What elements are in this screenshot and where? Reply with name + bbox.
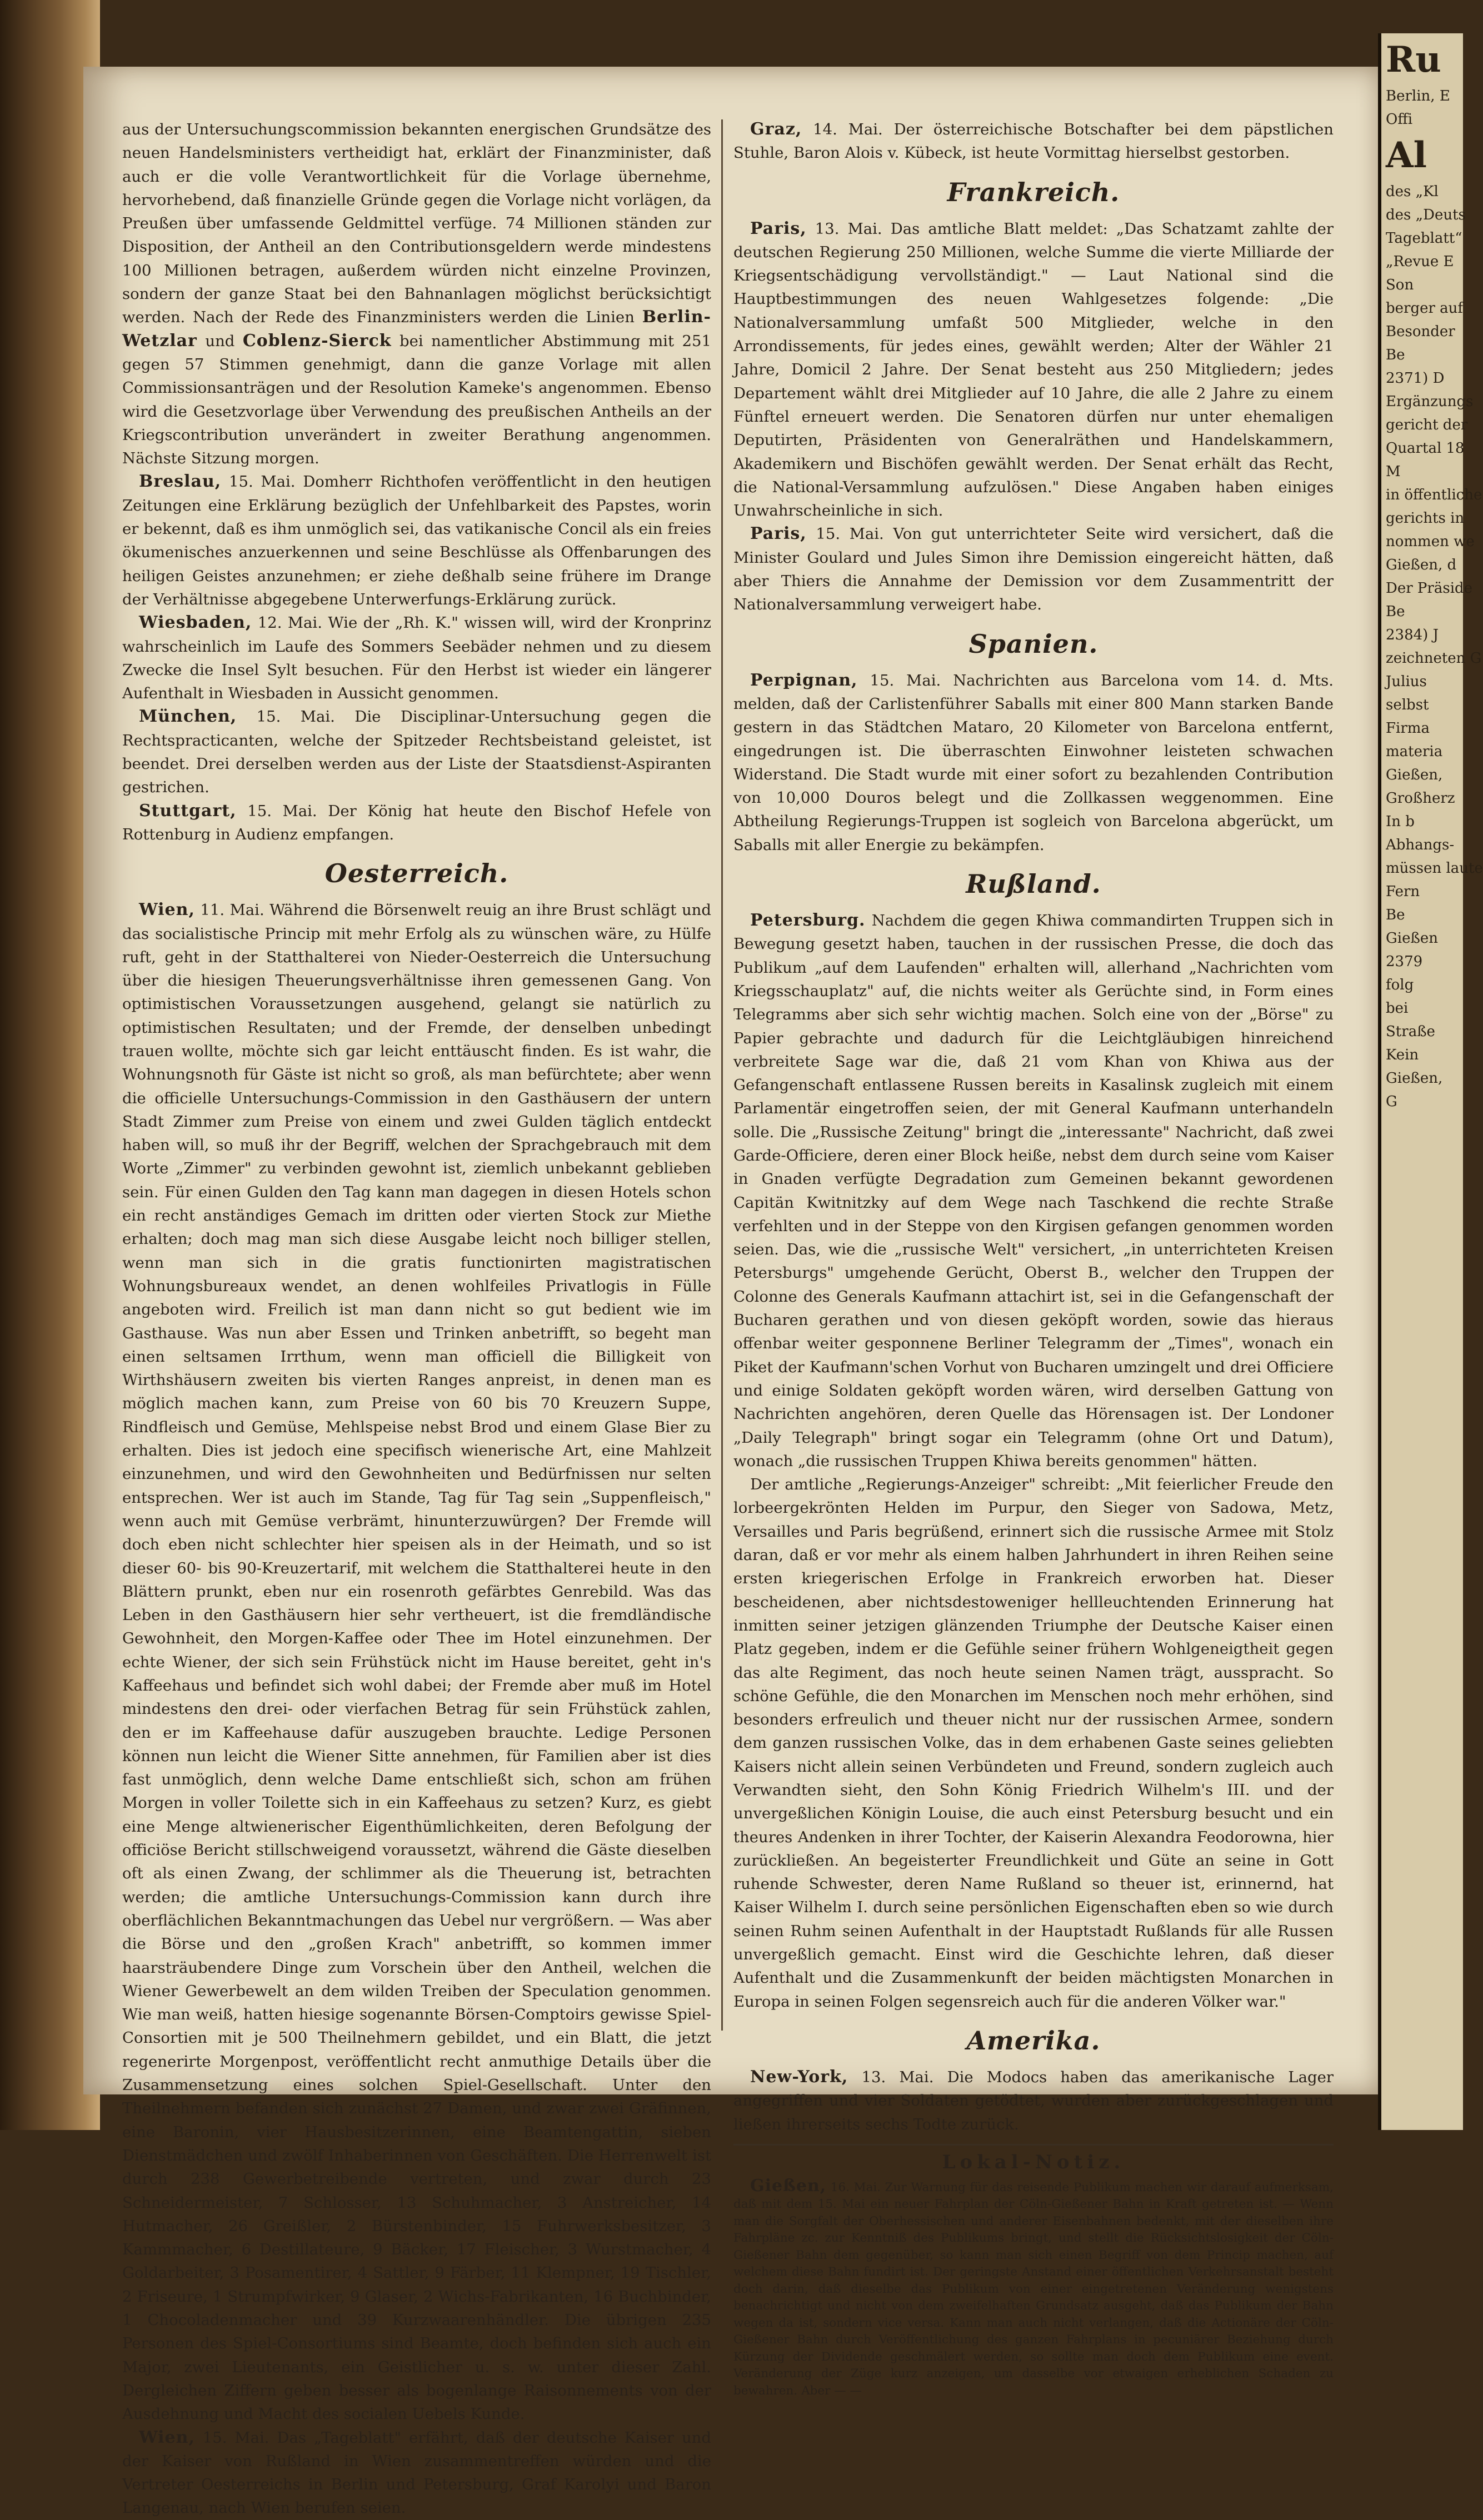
- strip-fragment: M: [1386, 463, 1401, 480]
- prussia-parliament-article: aus der Untersuchungscommission bekannten energischen Grundsätze des neuen Handelsministers vertheidigt hat, erklärt der Finanzminister, daß auch er die volle Verantwortlichkeit für die Vorlage übernehme, hervorhebend, daß finanzielle Gründe gegen die Vorlage nicht vorlägen, da Preußen über umfassende Geldmittel verfüge. 74 Millionen ständen zur Disposition, der Antheil an den Contributionsgeldern werde mindestens 100 Millionen betragen, außerdem würden nicht einzelne Provinzen, sondern der ganze Staat bei den Bahnanlagen möglichst berücksichtigt werden. Nach der Rede des Finanzministers werden die Linien Berlin-Wetzlar und Coblenz-Sierck bei namentlicher Abstimmung mit 251 gegen 57 Stimmen genehmigt, dann die ganze Vorlage mit allen Commissionsanträgen und der Resolution Kameke's angenommen. Ebenso wird die Gesetzvorlage über Verwendung des preußischen Antheils an der Kriegscontribution unverändert in zweiter Berathung angenommen. Nächste Sitzung morgen.: [122, 121, 711, 468]
- strip-fragment: Gießen, d: [1386, 557, 1457, 573]
- right-column: [733, 118, 1334, 2399]
- strip-fragment: Ergänzungs: [1386, 393, 1474, 410]
- strip-fragment: Fern: [1386, 883, 1420, 900]
- strip-fragment: In b: [1386, 813, 1415, 830]
- strip-fragment: gericht der: [1386, 417, 1468, 433]
- strip-fragment: Besonder: [1386, 323, 1455, 340]
- strip-fragment: Be: [1386, 603, 1405, 620]
- strip-fragment: bei: [1386, 1000, 1409, 1017]
- strip-fragment: Abhangs-: [1386, 837, 1455, 853]
- wiesbaden-article: Wiesbaden, 12. Mai. Wie der „Rh. K." wissen will, wird der Kronprinz wahrscheinlich im Laufe des Sommers Seebäder nehmen und zu diesem Zwecke die Insel Sylt besuchen. Für den Herbst ist wieder ein längerer Aufenthalt in Wiesbaden in Aussicht genommen.: [122, 613, 711, 703]
- strip-fragment: nommen we: [1386, 533, 1475, 550]
- giessen-article: Gießen, 16. Mai. Zur Warnung für das reisende Publikum machen wir darauf aufmerksam, daß mit dem 15. Mai ein neuer Fahrplan der Cöln-Gießener Bahn in Kraft getreten ist. — Wenn man die Sorgfalt der Oberhessischen und anderer Eisenbahnen bedenkt, mit der dieselben ihre Fahrpläne zc. zur Kenntniß des Publikums bringt, und stellt die Rücksichtslosigkeit der Cöln-Gießener Bahn dem gegenüber, so kann man sich einen Begriff von dem Princip machen, auf welchem diese Bahn fundirt ist. Der geringste Anstand einer öffentlichen Verkehrsanstalt besteht doch darin, daß dieselbe das Publikum von einer eingetretenen Veränderung wenigstens benachrichtigt und nicht von dem zweifelhaften Grundsatz ausgeht, daß das Publikum der Bahn wegen da ist, sondern vice versa. Kann man auch nicht verlangen, daß die Actionäre der Cöln-Gießener Bahn durch Veröffentlichung des ganzen Fahrplans in pecuniärer Beziehung durch Kürzung der Dividende geschmälert werden, so sollte man doch dem Publikum eine event. Veränderung der Züge kurz anzeigen, um dasselbe vor etwaigen erheblichen Schaden zu bewahren. Aber — —: [733, 2176, 1334, 2398]
- strip-fragment: Gießen: [1386, 930, 1438, 947]
- strip-fragment: Quartal 18: [1386, 440, 1465, 457]
- strip-fragment: Firma: [1386, 720, 1430, 737]
- heading-spanien: Spanien.: [968, 628, 1098, 659]
- strip-fragment: 2379: [1386, 953, 1423, 970]
- lokal-notiz-heading: Lokal-Notiz.: [942, 2151, 1125, 2173]
- strip-fragment: materia: [1386, 743, 1443, 760]
- strip-fragment: Gießen,: [1386, 1070, 1443, 1087]
- strip-fragment: Be: [1386, 347, 1405, 363]
- heading-frankreich: Frankreich.: [947, 177, 1120, 207]
- graz-article: Graz, 14. Mai. Der österreichische Botschafter bei dem päpstlichen Stuhle, Baron Alois v. Kübeck, ist heute Vormittag hierselbst gestorben.: [733, 119, 1334, 162]
- strip-fragment: gerichts in: [1386, 510, 1465, 527]
- strip-fragment: Ru: [1386, 39, 1441, 81]
- strip-fragment: Offi: [1386, 111, 1413, 128]
- strip-fragment: Al: [1386, 134, 1427, 176]
- strip-fragment: selbst: [1386, 697, 1429, 713]
- paris-article-1: Paris, 13. Mai. Das amtliche Blatt meldet: „Das Schatzamt zahlte der deutschen Regierung 250 Millionen, welche Summe die vierte Milliarde der Kriegsentschädigung vervollständigt." — Laut National sind die Hauptbestimmungen des neuen Wahlgesetzes folgende: „Die Nationalversammlung umfaßt 500 Mitglieder, welche in den Arrondissements, für jedes eines, gewählt werden; Alter der Wähler 21 Jahre, Domicil 2 Jahre. Der Senat besteht aus 250 Mitgliedern; jedes Departement wählt drei Mitglieder auf 10 Jahre, die alle 2 Jahre zu einem Fünftel erneuert werden. Die Senatoren dürfen nur unter ehemaligen Deputirten, Präsidenten von Generalräthen und Handelskammern, Akademikern und Bischöfen gewählt werden. Der Senat erhält das Recht, die National-Versammlung aufzulösen." Diese Angaben haben einiges Unwahrscheinliche in sich.: [733, 218, 1334, 520]
- strip-fragment: des „Kl: [1386, 183, 1439, 200]
- strip-fragment: folg: [1386, 977, 1414, 993]
- column-divider: [721, 119, 723, 2031]
- muenchen-article: München, 15. Mai. Die Disciplinar-Untersuchung gegen die Rechtspracticanten, welche der Spitzeder Rechtsbeistand geleistet, ist beendet. Drei derselben werden aus der Liste der Staatsdienst-Aspiranten gestrichen.: [122, 707, 711, 797]
- heading-oesterreich: Oesterreich.: [324, 858, 509, 889]
- perpignan-article: Perpignan, 15. Mai. Nachrichten aus Barcelona vom 14. d. Mts. melden, daß der Carlistenführer Saballs mit einer 800 Mann starken Bande gestern in das Städtchen Mataro, 20 Kilometer von Barcelona entfernt, eingedrungen ist. Die überraschten Einwohner leisteten schwachen Widerstand. Die Stadt wurde mit einer sofort zu bezahlenden Contribution von 10,000 Douros belegt und die Zollkassen weggenommen. Eine Abtheilung Regierungs-Truppen ist sogleich von Barcelona abgerückt, um Saballs mit aller Energie zu bekämpfen.: [733, 670, 1334, 854]
- strip-fragment: Tageblatt“: [1386, 230, 1462, 247]
- strip-fragment: G: [1386, 1093, 1397, 1110]
- strip-fragment: Straße: [1386, 1023, 1435, 1040]
- strip-fragment: in öffentliche: [1386, 487, 1482, 503]
- left-column: [122, 118, 711, 2520]
- adjacent-page-strip: [1378, 33, 1483, 2130]
- heading-amerika: Amerika.: [966, 2025, 1101, 2056]
- strip-fragment: Julius: [1386, 673, 1427, 690]
- strip-fragment: 2384) J: [1386, 627, 1439, 643]
- strip-fragment: berger auf: [1386, 300, 1464, 317]
- strip-fragment: Großherz: [1386, 790, 1455, 807]
- strip-fragment: Kein: [1386, 1047, 1419, 1063]
- section-rule: [733, 2144, 1334, 2146]
- petersburg-article: Petersburg. Nachdem die gegen Khiwa commandirten Truppen sich in Bewegung gesetzt haben, tauchen in der russischen Presse, die doch das Publikum „auf dem Laufenden" erhalten will, allerhand „Nachrichten vom Kriegsschauplatz" auf, die nichts weiter als Gerüchte sind, in Form eines Telegramms aber sich sehr wichtig machen. Solch eine von der „Börse" zu Papier gebrachte und dadurch für die Leichtgläubigen hinreichend verbreitete Sage war die, daß 21 vom Khan von Khiwa aus der Gefangenschaft entlassene Russen bereits in Kasalinsk zugleich mit einem Parlamentär eingetroffen seien, der mit General Kaufmann unterhandeln solle. Die „Russische Zeitung" bringt die „interessante" Nachricht, daß zwei Garde-Officiere, deren einer Block heiße, nebst dem durch seine vom Kaiser in Gnaden verfügte Degradation zum Gemeinen bekannt gewordenen Capitän Kwitnitzky auf dem Wege nach Taschkend die rechte Straße verfehlten und in der Steppe von den Kirgisen gefangen genommen worden seien. Das, wie die „russische Welt" versichert, „in unterrichteten Kreisen Petersburgs" umgehende Gerücht, Oberst B., welcher den Truppen der Colonne des Generals Kaufmann attachirt ist, sei in die Gefangenschaft der Bucharen gerathen und von diesen geköpft worden, sowie das hieraus offenbar weiter gesponnene Berliner Telegramm der „Times", wonach ein Piket der Kaufmann'schen Vorhut von Bucharen umzingelt und drei Officiere und einige Soldaten geköpft worden wären, wird derselben Gattung von Nachrichten angehören, deren Quelle das Hörensagen ist. Der Londoner „Daily Telegraph" bringt sogar ein Telegramm (ohne Ort und Datum), wonach „die russischen Truppen Khiwa bereits genommen" hätten.: [733, 911, 1334, 1470]
- strip-fragment: zeichneten G: [1386, 650, 1482, 667]
- stuttgart-article: Stuttgart, 15. Mai. Der König hat heute den Bischof Hefele von Rottenburg in Audienz empfangen.: [122, 801, 711, 843]
- strip-fragment: Be: [1386, 907, 1405, 923]
- wien-article-1: Wien, 11. Mai. Während die Börsenwelt reuig an ihre Brust schlägt und das socialistische Princip mit mehr Erfolg als zu wünschen wäre, zu Hülfe ruft, geht in der Statthalterei von Nieder-Oesterreich die Untersuchung über die hiesigen Theuerungsverhältnisse ihren gemessenen Gang. Von optimistischen Voraussetzungen ausgehend, gelangt sie natürlich zu optimistischen Resultaten; und der Fremde, der denselben unbedingt trauen wollte, möchte sich gar leicht enttäuscht finden. Es ist wahr, die Wohnungsnoth für Gäste ist nicht so groß, als man befürchtete; aber wenn die officielle Untersuchungs-Commission in den Gasthäusern der untern Stadt Zimmer zum Preise von einem und zwei Gulden täglich entdeckt haben will, so muß ihr der Begriff, welchen der Sprachgebrauch mit dem Worte „Zimmer" zu verbinden gewohnt ist, ziemlich unbekannt geblieben sein. Für einen Gulden den Tag kann man dagegen in diesen Hotels schon ein recht anständiges Gemach im dritten oder vierten Stock zur Miethe erhalten; doch mag man sich diese Ausgabe leicht noch billiger stellen, wenn man sich in die gratis functionirten magistratischen Wohnungsbureaux wendet, an denen wohlfeiles Privatlogis in Fülle angeboten wird. Freilich ist man dann nicht so gut bedient wie im Gasthause. Was nun aber Essen und Trinken anbetrifft, so begeht man einen seltsamen Irrthum, wenn man officiell die Billigkeit von Wirthshäusern zweiten bis vierten Ranges anpreist, in denen man es möglich machen kann, zum Preise von 60 bis 70 Kreuzern Suppe, Rindfleisch und Gemüse, Mehlspeise nebst Brod und einem Glase Bier zu erhalten. Dies ist jedoch eine specifisch wienerische Art, eine Mahlzeit einzunehmen, und wird den Gewohnheiten und Bedürfnissen nur selten entsprechen. Wer ist auch im Stande, Tag für Tag sein „Suppenfleisch," wenn auch mit Gemüse verbrämt, hinunterzuwürgen? Der Fremde will doch eben nicht schlechter hier speisen als in der Heimath, und so ist dieser 60- bis 90-Kreuzertarif, mit welchem die Statthalterei heute in den Blättern prunkt, eben nur ein rosenroth gefärbtes Genrebild. Was das Leben in den Gasthäusern hier sehr vertheuert, ist die fremdländische Gewohnheit, den Morgen-Kaffee oder Thee im Hotel einzunehmen. Der echte Wiener, der sich sein Frühstück nicht im Hause bereitet, geht in's Kaffeehaus und befindet sich wohl dabei; der Fremde aber muß im Hotel mindestens den drei- oder vierfachen Betrag für sein Frühstück zahlen, den er im Kaffeehause dafür auszugeben brauchte. Ledige Personen können nun leicht die Wiener Sitte annehmen, für Familien aber ist dies fast unmöglich, denn welche Dame entschließt sich, schon am frühen Morgen in voller Toilette sich in ein Kaffeehaus zu setzen? Kurz, es giebt eine Menge altwienerischer Eigenthümlichkeiten, deren Befolgung der officiöse Bericht stillschweigend voraussetzt, während die Gäste dieselben oft als einen Zwang, der schlimmer als die Theuerung ist, betrachten werden; die amtliche Untersuchungs-Commission kann durch ihre oberflächlichen Bekanntmachungen das Uebel nur vergrößern. — Was aber die Börse und den „großen Krach" anbetrifft, so kommen immer haarsträubendere Dinge zum Vorschein über den Antheil, welchen die Wiener Gewerbewelt an dem wilden Treiben der Speculation genommen. Wie man weiß, hatten hiesige sogenannte Börsen-Comptoirs gewisse Spiel-Consortien mit je 500 Theilnehmern gebildet, und ein Blatt, die jetzt regenerirte Morgenpost, veröffentlicht recht anmuthige Details über die Zusammensetzung eines solchen Spiel-Gesellschaft. Unter den Theilnehmern befanden sich zunächst 27 Damen, und zwar zwei Gräfinnen, eine Baronin, vier Hausbesitzerinnen, eine Beamtengattin, sieben Dienstmädchen und zwölf Inhaberinnen von Geschäften. Die Herrenwelt ist durch 238 Gewerbetreibende vertreten, und zwar durch 23 Schneidermeister, 7 Schlosser, 13 Schuhmacher, 3 Anstreicher, 14 Hutmacher, 26 Greißler, 2 Bürstenbinder, 15 Fuhrwerksbesitzer, 3 Kammmacher, 6 Destillateure, 9 Bäcker, 17 Fleischer, 3 Wurstmacher, 4 Goldarbeiter, 3 Posamentirer, 4 Sattler, 9 Färber, 11 Klempner, 19 Tischler, 2 Friseure, 1 Strumpfwirker, 9 Glaser, 2 Wichs-Fabrikanten, 16 Buchbinder, 1 Chocoladenmacher und 39 Kurzwaarenhändler. Die übrigen 235 Personen des Spiel-Consortiums sind Beamte, doch befinden sich auch ein Major, zwei Lieutenants, ein Geistlicher u. s. w. unter dieser Zahl. Dergleichen Ziffern geben besser als bogenlange Raisonnements von der Ausdehnung und Macht des socialen Uebels Kunde.: [122, 900, 711, 2423]
- strip-fragment: Der Präside: [1386, 580, 1473, 597]
- strip-fragment: Son: [1386, 277, 1414, 293]
- paris-article-2: Paris, 15. Mai. Von gut unterrichteter Seite wird versichert, daß die Minister Goulard und Jules Simon ihre Demission eingereicht hätten, daß aber Thiers die Annahme der Demission vor dem Zusammentritt der Nationalversammlung verweigert habe.: [733, 524, 1334, 614]
- strip-fragment: 2371) D: [1386, 370, 1445, 387]
- strip-fragment: „Revue E: [1386, 253, 1454, 270]
- strip-fragment: des „Deuts: [1386, 207, 1466, 223]
- newspaper-page: [83, 67, 1378, 2517]
- breslau-article: Breslau, 15. Mai. Domherr Richthofen veröffentlicht in den heutigen Zeitungen eine Erklärung bezüglich der Unfehlbarkeit des Papstes, worin er bekennt, daß es ihm unmöglich sei, das vatikanische Concil als ein freies ökumenisches anzuerkennen und seine Beschlüsse als Offenbarungen des heiligen Geistes anzunehmen; er ziehe deßhalb seine frühere im Drange der Verhältnisse abgegebene Unterwerfungs-Erklärung zurück.: [122, 472, 711, 608]
- regierungs-anzeiger-article: Der amtliche „Regierungs-Anzeiger" schreibt: „Mit feierlicher Freude den lorbeergekrönten Helden im Purpur, den Sieger von Sadowa, Metz, Versailles und Paris begrüßend, erinnert sich die russische Armee mit Stolz daran, daß er vor mehr als einem halben Jahrhundert in ihren Reihen seine ersten kriegerischen Erfolge in Frankreich erworben hat. Dieser bescheidenen, aber nichtsdestoweniger hellleuchtenden Erinnerung hat inmitten seiner jetzigen glänzenden Triumphe der Deutsche Kaiser einen Platz gegeben, indem er die Gefühle seiner frühern Wohlgeneigtheit gegen das alte Regiment, das noch heute seinen Namen trägt, ausspracht. So schöne Gefühle, die den Monarchen im Menschen noch mehr erhöhen, sind besonders erfreulich und theuer nicht nur der russischen Armee, sondern dem ganzen russischen Volke, das in dem erhabenen Gaste seines geliebten Kaisers nicht allein seinen Verbündeten und Freund, sondern zugleich auch Verwandten sieht, den Sohn König Friedrich Wilhelm's III. und der unvergeßlichen Königin Louise, die auch einst Petersburg besucht und ein theures Andenken in ihrer Tochter, der Kaiserin Alexandra Feodorowna, hier zurückließen. An begeisterter Freundlichkeit und Güte an seine in Gott ruhende Schwester, deren Name Rußland so theuer ist, erinnernd, hat Kaiser Wilhelm I. durch seine persönlichen Eigenschaften eben so wie durch seinen Ruhm seinen Aufenthalt in der Hauptstadt Rußlands für alle Russen unvergeßlich gemacht. Einst wird die Geschichte lehren, daß dieser Aufenthalt und die Zusammenkunft der beiden mächtigsten Monarchen in Europa in seinen Folgen segensreich auch für die anderen Völker war.": [733, 1476, 1334, 2011]
- heading-russland: Rußland.: [966, 869, 1101, 899]
- strip-fragment: Berlin, E: [1386, 88, 1450, 104]
- newyork-article: New-York, 13. Mai. Die Modocs haben das amerikanische Lager angegriffen und vier Soldaten getödtet, wurden aber zurückgeschlagen und ließen ihrerseits sechs Todte zurück.: [733, 2067, 1334, 2133]
- wien-article-2: Wien, 15. Mai. Das „Tageblatt" erfährt, daß der deutsche Kaiser und der Kaiser von Rußland in Wien zusammentreffen würden und die Vertreter Oesterreichs in Berlin und Petersburg, Graf Karolyi und Baron Langenau, nach Wien berufen seien.: [122, 2427, 711, 2517]
- strip-fragment: Gießen,: [1386, 767, 1443, 783]
- strip-fragment: müssen laute: [1386, 860, 1483, 877]
